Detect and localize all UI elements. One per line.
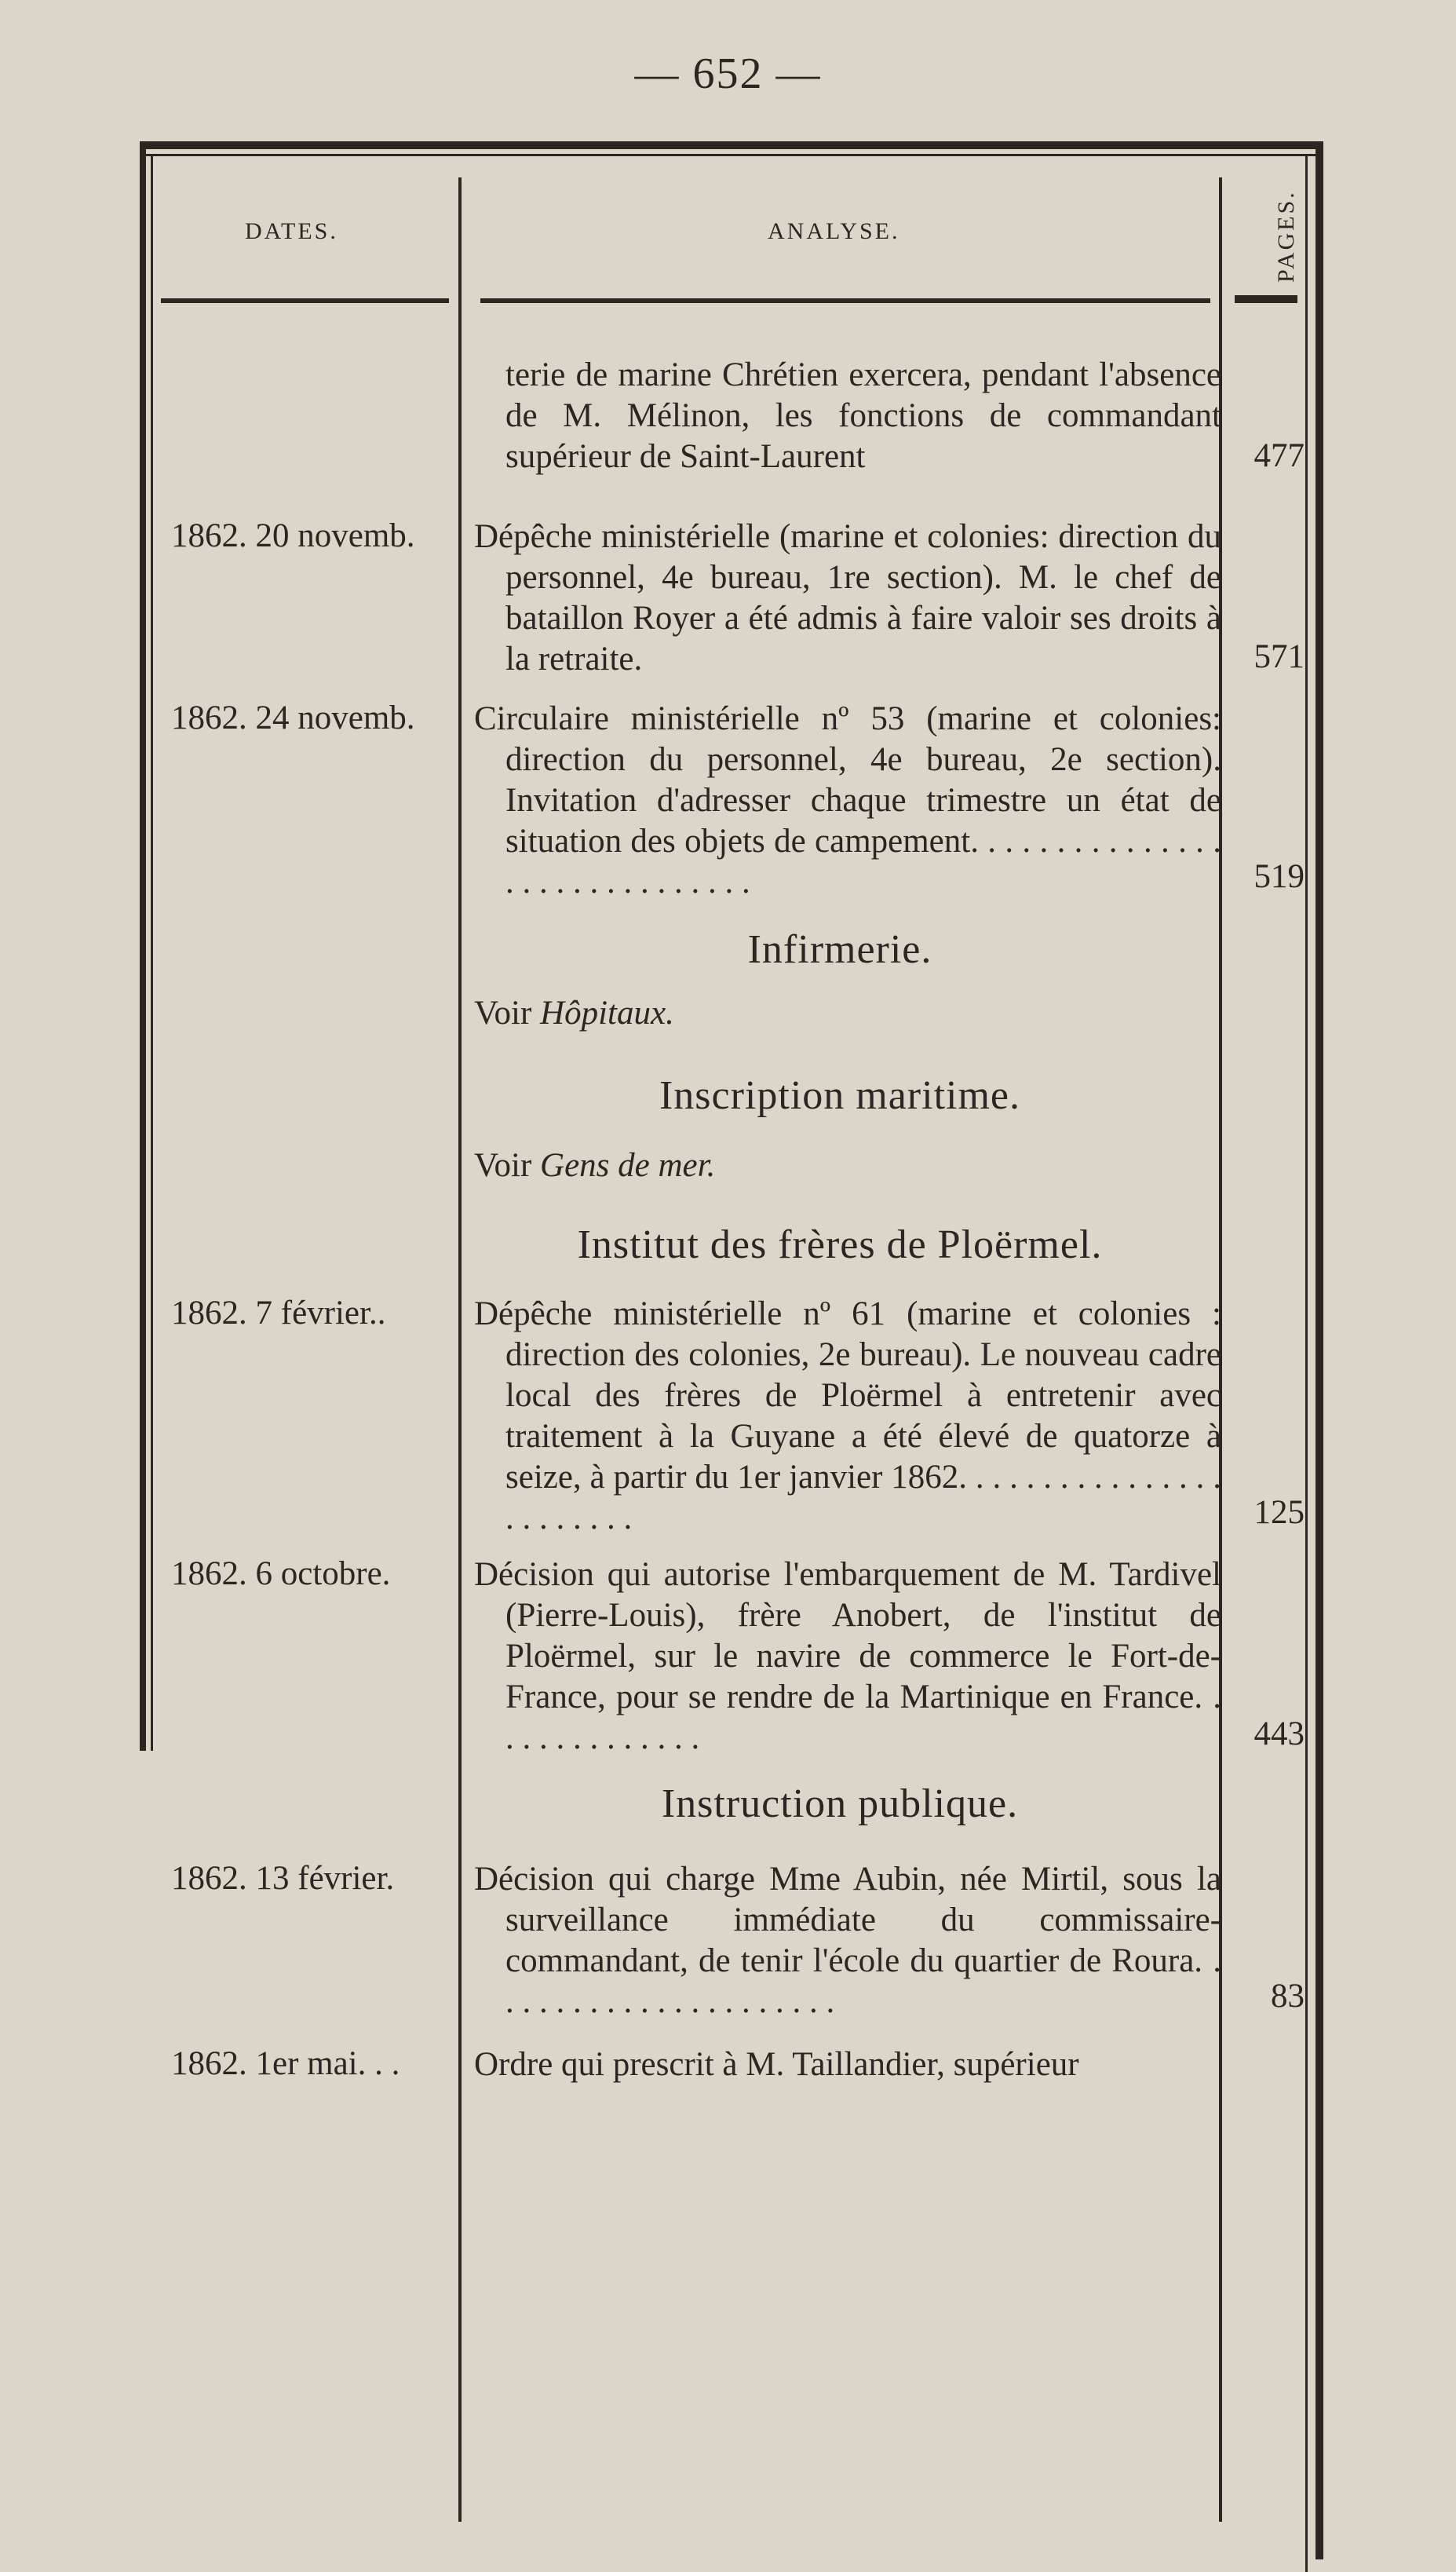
entry-page: 125 <box>1253 1494 1305 1531</box>
table-border-top <box>140 141 1323 149</box>
table-border-left-inner <box>151 154 153 1751</box>
entry-analysis: Ordre qui prescrit à M. Taillandier, supérieur <box>474 2046 1079 2083</box>
table-border-right-inner <box>1305 154 1308 2572</box>
section-title-infirmerie: Infirmerie. <box>747 927 932 972</box>
entry-page: 83 <box>1271 1978 1305 2015</box>
entry-date: 1862. 1er mai. . . <box>171 2045 400 2082</box>
see-prefix: Voir <box>474 1147 532 1184</box>
see-target: Hôpitaux. <box>540 995 674 1032</box>
entry-analysis: Dépêche ministérielle nº 61 (marine et colonies : direction des colonies, 2e bureau). Le nouveau cadre local des frères de Ploërmel à entretenir avec traitement à la Guyane a été élevé de quatorze à seize, à partir du 1er janvier 1862. . . . . . . . . . . . . . . . . . . . . . . . <box>474 1295 1221 1536</box>
table-border-right <box>1316 141 1323 2559</box>
entry-analysis: Décision qui autorise l'embarquement de M. Tardivel (Pierre-Louis), frère Anobert, de l'institut de Ploërmel, sur le navire de commerce le Fort-de-France, pour se rendre de la Martinique en France. . . . . . . . . . . . . . <box>474 1556 1221 1756</box>
see-reference <box>474 1146 715 1185</box>
column-divider-dates <box>458 177 462 2522</box>
section-title-instruction: Instruction publique. <box>661 1781 1019 1826</box>
entry-date: 1862. 24 novemb. <box>171 700 415 736</box>
see-reference <box>474 994 674 1032</box>
section-title-institut: Institut des frères de Ploërmel. <box>577 1222 1103 1267</box>
entry-analysis: Décision qui charge Mme Aubin, née Mirtil, sous la surveillance immédiate du commissaire-commandant, de tenir l'école du quartier de Roura. . . . . . . . . . . . . . . . . . . . . . <box>474 1861 1221 2020</box>
entry-date: 1862. 13 février. <box>171 1860 395 1897</box>
entry-page: 519 <box>1253 858 1305 895</box>
entry-analysis: Circulaire ministérielle nº 53 (marine et colonies: direction du personnel, 4e bureau, 2e section). Invitation d'adresser chaque trimestre un état de situation des objets de campement. . . . . . . . . . . . . . . . . . . . . . . . . . . . . . <box>474 700 1221 901</box>
table-border-left <box>140 141 146 1751</box>
header-rule-dates <box>161 298 449 303</box>
header-rule-analyse <box>480 298 1210 303</box>
entry-page: 443 <box>1253 1715 1305 1752</box>
entry-analysis: Dépêche ministérielle (marine et colonies: direction du personnel, 4e bureau, 1re section). M. le chef de bataillon Royer a été admis à faire valoir ses droits à la retraite. <box>474 518 1221 678</box>
header-pages: PAGES. <box>1273 190 1299 283</box>
section-title-inscription: Inscription maritime. <box>659 1073 1020 1118</box>
table-border-top-inner <box>140 154 1323 156</box>
entry-page: 477 <box>1253 437 1305 474</box>
entry-page: 571 <box>1253 638 1305 675</box>
header-analyse: ANALYSE. <box>768 218 900 244</box>
entry-date: 1862. 6 octobre. <box>171 1555 391 1592</box>
see-target: Gens de mer. <box>540 1147 716 1184</box>
entry-date: 1862. 20 novemb. <box>171 517 415 554</box>
see-prefix: Voir <box>474 995 532 1032</box>
entry-analysis: terie de marine Chrétien exercera, pendant l'absence de M. Mélinon, les fonctions de commandant supérieur de Saint-Laurent <box>505 356 1221 475</box>
page-number: — 652 — <box>634 49 822 98</box>
entry-date: 1862. 7 février.. <box>171 1295 386 1332</box>
header-dates: DATES. <box>245 218 338 244</box>
header-rule-pages <box>1235 295 1297 303</box>
